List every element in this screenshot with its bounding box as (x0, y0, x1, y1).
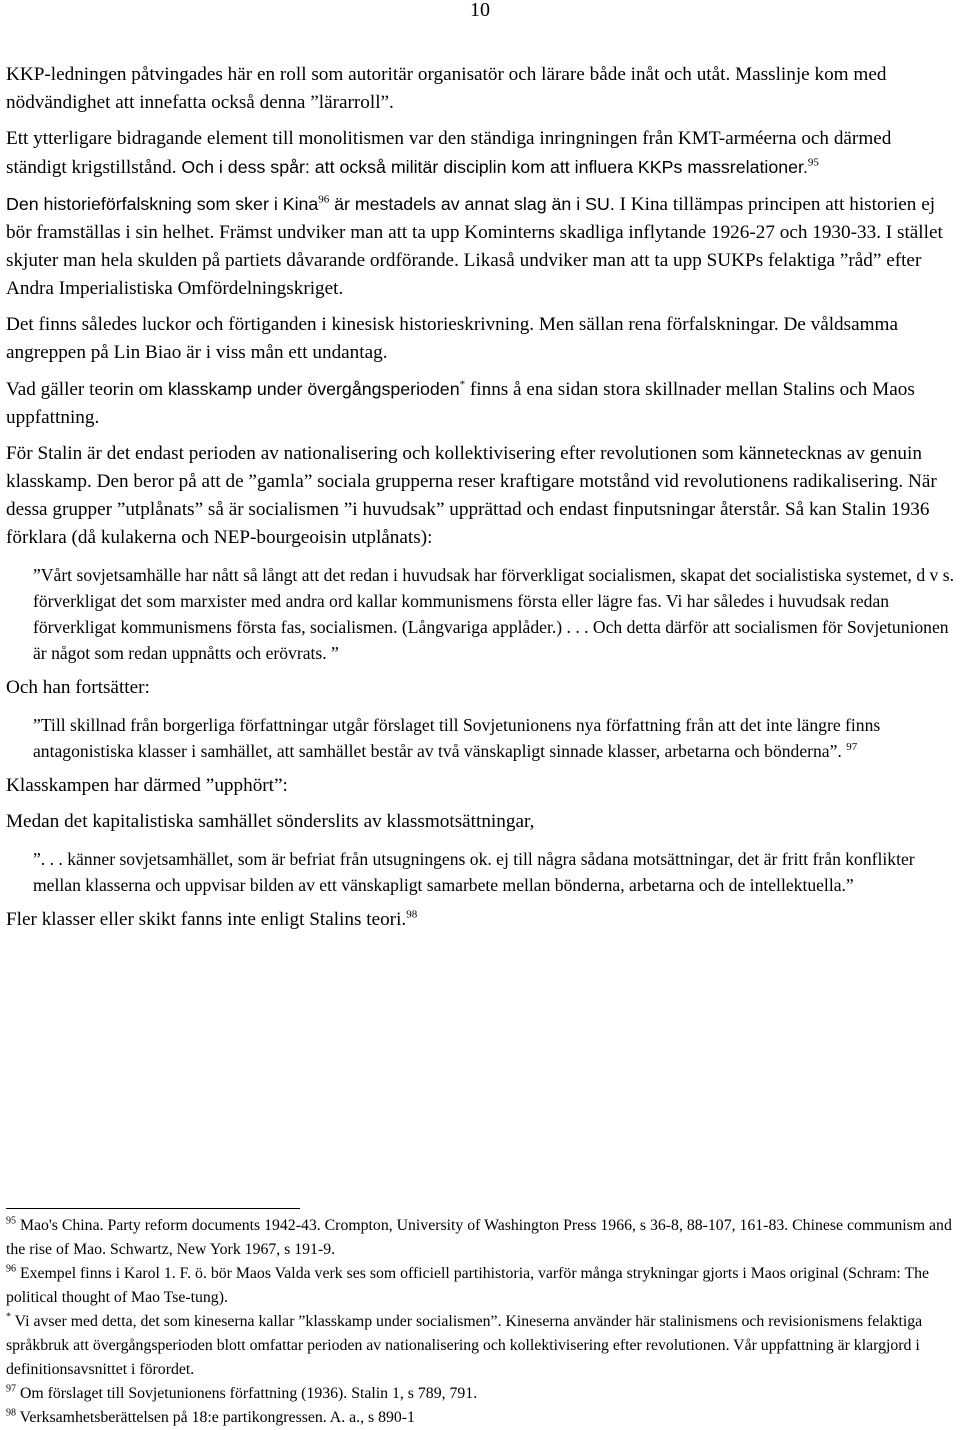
footnotes (6, 1214, 956, 1430)
paragraph-3 (6, 190, 956, 303)
quote-3: ”. . . känner sovjetsamhället, som är befriat från utsugningens ok. ej till några sådana motsättningar, det är fritt från konflikter mellan klasserna och uppvisar bilden av ett vänskapligt samarbete mellan bönderna, arbetarna och de intellektuella.” (33, 849, 915, 895)
paragraph-3-text-b: är mestadels av annat slag än i SU. (334, 194, 615, 214)
footnote-mark: 97 (6, 1383, 16, 1395)
paragraph-2-text-b: Och i dess spår: att också militär disciplin kom att influera KKPs massrelationer. (181, 157, 808, 177)
paragraph-8: Klasskampen har därmed ”upphört”: (6, 775, 288, 796)
footnote-mark: 98 (6, 1407, 16, 1419)
footnote-text: Om förslaget till Sovjetunionens författning (1936). Stalin 1, s 789, 791. (19, 1385, 478, 1402)
paragraph-6: För Stalin är det endast perioden av nationalisering och kollektivisering efter revolutionen som kännetecknas av genuin klasskamp. Den beror på att de ”gamla” sociala grupperna reser kraftigare motstånd vid revolutionens radikalisering. När dessa grupper ”utplånats” så är socialismen ”i huvudsak” upprättad och endast finputsningar återstår. Så kan Stalin 1936 förklara (då kulakerna och NEP-bourgeoisin utplånats): (6, 443, 937, 548)
footnote-star (6, 1310, 956, 1382)
footnote-97 (6, 1382, 956, 1406)
body-text (6, 61, 956, 934)
footnote-95 (6, 1214, 956, 1262)
footnote-ref-star[interactable]: * (459, 378, 466, 391)
footnote-divider (6, 1208, 300, 1209)
footnote-ref-95[interactable]: 95 (807, 156, 819, 169)
footnote-text: Verksamhetsberättelsen på 18:e partikongressen. A. a., s 890-1 (19, 1409, 415, 1426)
footnote-mark: 95 (6, 1215, 16, 1227)
paragraph-2-text-a: Ett ytterligare bidragande element till monolitismen var den ständiga inringningen från KMT-arméerna och därmed ständigt krigstillstånd. (6, 128, 892, 178)
page-number: 10 (470, 0, 490, 21)
paragraph-7: Och han fortsätter: (6, 677, 150, 698)
footnote-text: Exempel finns i Karol 1. F. ö. bör Maos Valda verk ses som officiell partihistoria, varför många strykningar gjorts i Maos original (Schram: The political thought of Mao Tse-tung). (6, 1265, 930, 1306)
paragraph-9: Medan det kapitalistiska samhället sönderslits av klassmotsättningar, (6, 811, 535, 832)
footnote-text: Mao's China. Party reform documents 1942-43. Crompton, University of Washington Press 1966, s 36-8, 88-107, 161-83. Chinese communism and the rise of Mao. Schwartz, New York 1967, s 191-9. (6, 1217, 952, 1258)
footnote-ref-97[interactable]: 97 (846, 741, 858, 754)
paragraph-1: KKP-ledningen påtvingades här en roll som autoritär organisatör och lärare både inåt och utåt. Masslinje kom med nödvändighet att innefatta också denna ”lärarroll”. (6, 64, 887, 113)
quote-1: ”Vårt sovjetsamhälle har nått så långt att det redan i huvudsak har förverkligat socialismen, skapat det socialistiska systemet, d v s. förverkligat det som marxister med andra ord kallar kommunismens första eller lägre fas. Vi har således i huvudsak redan förverkligat kommunismens första fas, socialismen. (Långvariga applåder.) . . . Och detta därför att socialismen för Sovjetunionen är något som redan uppnåtts och erövrats. ” (33, 565, 954, 663)
quote-2-text: ”Till skillnad från borgerliga författningar utgår förslaget till Sovjetunionens nya författning från att det inte längre finns antagonistiska klasser i samhället, att samhället består av två vänskapligt sinnade klasser, arbetarna och bönderna”. (33, 715, 881, 761)
footnote-ref-98[interactable]: 98 (406, 908, 418, 921)
paragraph-3-text-c: I Kina tillämpas principen att historien ej bör framställas i sin helhet. Främst undviker man att ta upp Kominterns skadliga inflytande 1926-27 och 1930-33. I stället skjuter man hela skulden på partiets dåvarande ordförande. Likaså undviker man att ta upp SUKPs felaktiga ”råd” efter Andra Imperialistiska Omfördelningskriget. (6, 194, 943, 299)
paragraph-10 (6, 906, 956, 934)
paragraph-5-text-c: finns å ena sidan stora skillnader mellan Stalins och Maos uppfattning. (6, 379, 915, 428)
paragraph-4: Det finns således luckor och förtiganden i kinesisk historieskrivning. Men sällan rena förfalskningar. De våldsamma angreppen på Lin Biao är i viss mån ett undantag. (6, 314, 898, 363)
footnote-mark: 96 (6, 1263, 16, 1275)
paragraph-10-text: Fler klasser eller skikt fanns inte enligt Stalins teori. (6, 909, 407, 930)
footnote-text: Vi avser med detta, det som kineserna kallar ”klasskamp under socialismen”. Kineserna använder här stalinismens och revisionismens felaktiga språkbruk att övergångsperioden blott omfattar perioden av nationalisering och kollektivisering efter revolutionen. Vår uppfattning är klargjord i definitionsavsnittet i förordet. (6, 1313, 923, 1378)
footnote-96 (6, 1262, 956, 1310)
footnote-mark: * (6, 1311, 11, 1323)
paragraph-3-text-a: Den historieförfalskning som sker i Kina (6, 194, 319, 214)
paragraph-5 (6, 375, 956, 432)
paragraph-5-text-a: Vad gäller teorin om (6, 379, 164, 400)
paragraph-5-text-b: klasskamp under övergångsperioden (167, 379, 460, 399)
footnote-98 (6, 1406, 956, 1430)
quote-2 (33, 712, 956, 764)
footnote-ref-96[interactable]: 96 (318, 193, 330, 206)
paragraph-2 (6, 125, 956, 182)
